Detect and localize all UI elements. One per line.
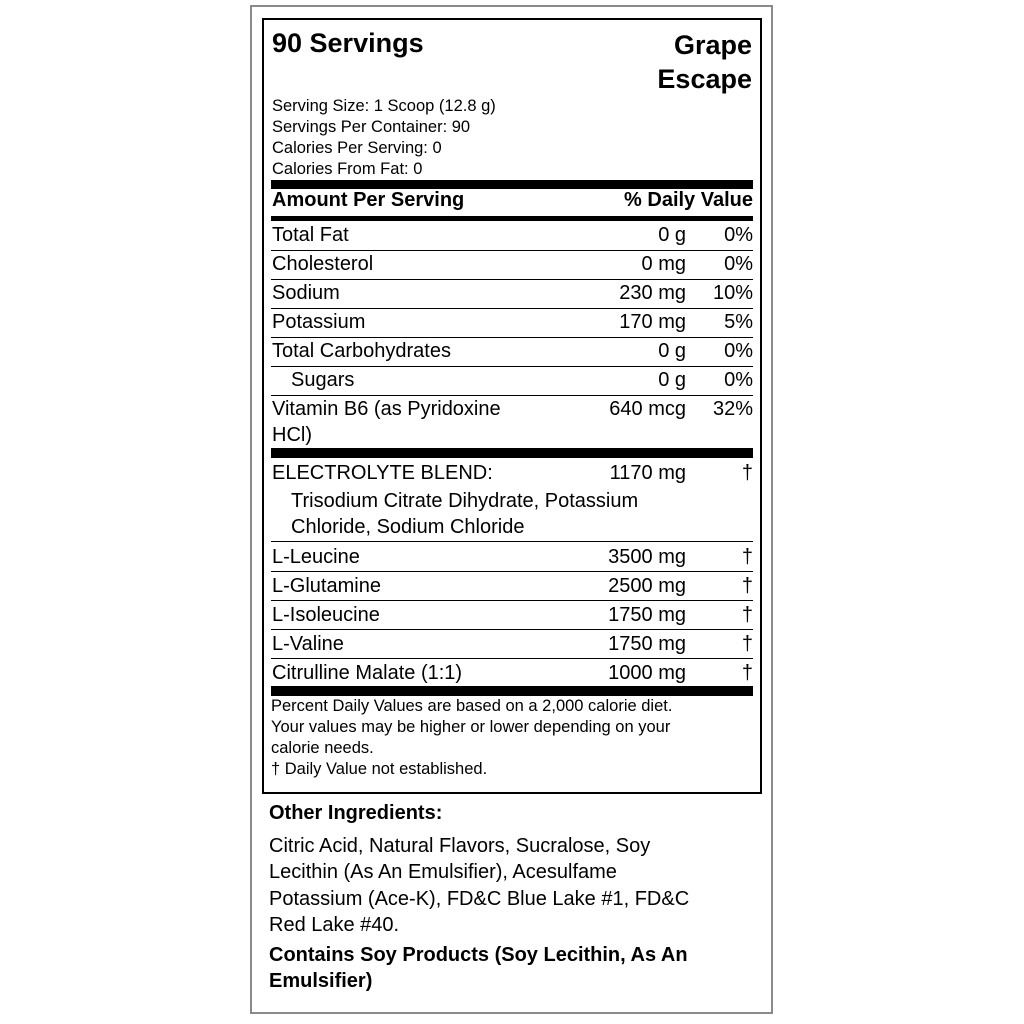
footnote-line: Percent Daily Values are based on a 2,000 calorie diet. — [271, 697, 673, 715]
nutrient-dv: 0% — [724, 369, 753, 391]
medium-divider — [271, 216, 753, 221]
servings-per-container: Servings Per Container: 90 — [272, 118, 471, 136]
ingredient-amount: 3500 mg — [608, 546, 686, 568]
nutrient-name: Potassium — [272, 311, 366, 333]
footnote — [271, 696, 751, 780]
ingredient-amount: 2500 mg — [608, 575, 686, 597]
other-ingredients-line: Red Lake #40. — [269, 914, 400, 936]
row-divider — [271, 541, 753, 542]
other-ingredients-line: Lecithin (As An Emulsifier), Acesulfame — [269, 861, 617, 883]
footnote-line: calorie needs. — [271, 739, 374, 757]
nutrient-dv: 0% — [724, 253, 753, 275]
thick-divider — [271, 180, 753, 189]
nutrient-dv: 0% — [724, 224, 753, 246]
header-daily-value: % Daily Value — [624, 189, 753, 211]
blend-ingredients-line1: Trisodium Citrate Dihydrate, Potassium — [291, 490, 639, 512]
ingredient-name: L-Isoleucine — [272, 604, 380, 626]
ingredient-dv: † — [741, 546, 753, 568]
servings-title: 90 Servings — [272, 28, 424, 58]
nutrient-amount: 0 mg — [641, 253, 686, 275]
ingredient-name: L-Glutamine — [272, 575, 381, 597]
blend-dv: † — [741, 462, 753, 484]
ingredient-amount: 1000 mg — [608, 662, 686, 684]
nutrient-row-vitamin-b6 — [272, 396, 753, 448]
row-divider — [271, 658, 753, 659]
nutrient-dv: 10% — [712, 282, 753, 304]
blend-ingredients-line2: Chloride, Sodium Chloride — [291, 516, 525, 538]
ingredient-name: Citrulline Malate (1:1) — [272, 662, 463, 684]
calories-per-serving: Calories Per Serving: 0 — [272, 139, 442, 157]
header-amount-per-serving: Amount Per Serving — [272, 189, 465, 211]
nutrient-amount: 0 g — [658, 369, 686, 391]
serving-info — [272, 96, 496, 180]
nutrient-amount: 0 g — [658, 340, 686, 362]
nutrient-name-line1: Vitamin B6 (as Pyridoxine — [272, 398, 501, 420]
nutrient-amount: 0 g — [658, 224, 686, 246]
ingredient-name: L-Valine — [272, 633, 344, 655]
thick-divider — [271, 448, 753, 458]
dagger-footnote: † Daily Value not established. — [271, 760, 488, 778]
footnote-line: Your values may be higher or lower depending on your — [271, 718, 671, 736]
nutrient-name: Total Fat — [272, 224, 349, 246]
nutrient-dv: 32% — [712, 398, 753, 420]
nutrient-name-line2: HCl) — [272, 424, 312, 446]
ingredient-dv: † — [741, 662, 753, 684]
flavor-name: Grape Escape — [657, 30, 752, 94]
ingredient-dv: † — [741, 604, 753, 626]
ingredient-amount: 1750 mg — [608, 604, 686, 626]
allergen-warning-line: Contains Soy Products (Soy Lecithin, As An — [269, 943, 688, 966]
nutrient-amount: 640 mcg — [609, 398, 686, 420]
nutrient-name: Sugars — [291, 369, 355, 391]
ingredient-amount: 1750 mg — [608, 633, 686, 655]
serving-size: Serving Size: 1 Scoop (12.8 g) — [272, 97, 496, 115]
blend-row — [272, 460, 753, 540]
nutrient-name: Cholesterol — [272, 253, 374, 275]
ingredient-name: L-Leucine — [272, 546, 360, 568]
row-divider — [271, 629, 753, 630]
blend-name: ELECTROLYTE BLEND: — [272, 462, 493, 484]
row-divider — [271, 571, 753, 572]
other-ingredients-line: Potassium (Ace-K), FD&C Blue Lake #1, FD&C — [269, 887, 690, 910]
blend-amount: 1170 mg — [609, 462, 686, 484]
other-ingredients-line: Citric Acid, Natural Flavors, Sucralose, Soy — [269, 834, 651, 857]
nutrient-dv: 5% — [724, 311, 753, 333]
nutrient-name: Total Carbohydrates — [272, 340, 451, 362]
nutrient-amount: 230 mg — [619, 282, 686, 304]
table-header — [272, 189, 753, 215]
thick-divider — [271, 686, 753, 696]
calories-from-fat: Calories From Fat: 0 — [272, 160, 423, 178]
other-ingredients-heading: Other Ingredients: — [269, 802, 443, 824]
ingredient-dv: † — [741, 633, 753, 655]
other-ingredients-section — [269, 800, 759, 995]
allergen-warning-line: Emulsifier) — [269, 970, 373, 992]
nutrient-dv: 0% — [724, 340, 753, 362]
row-divider — [271, 600, 753, 601]
nutrient-amount: 170 mg — [619, 311, 686, 333]
nutrient-name: Sodium — [272, 282, 340, 304]
ingredient-dv: † — [741, 575, 753, 597]
